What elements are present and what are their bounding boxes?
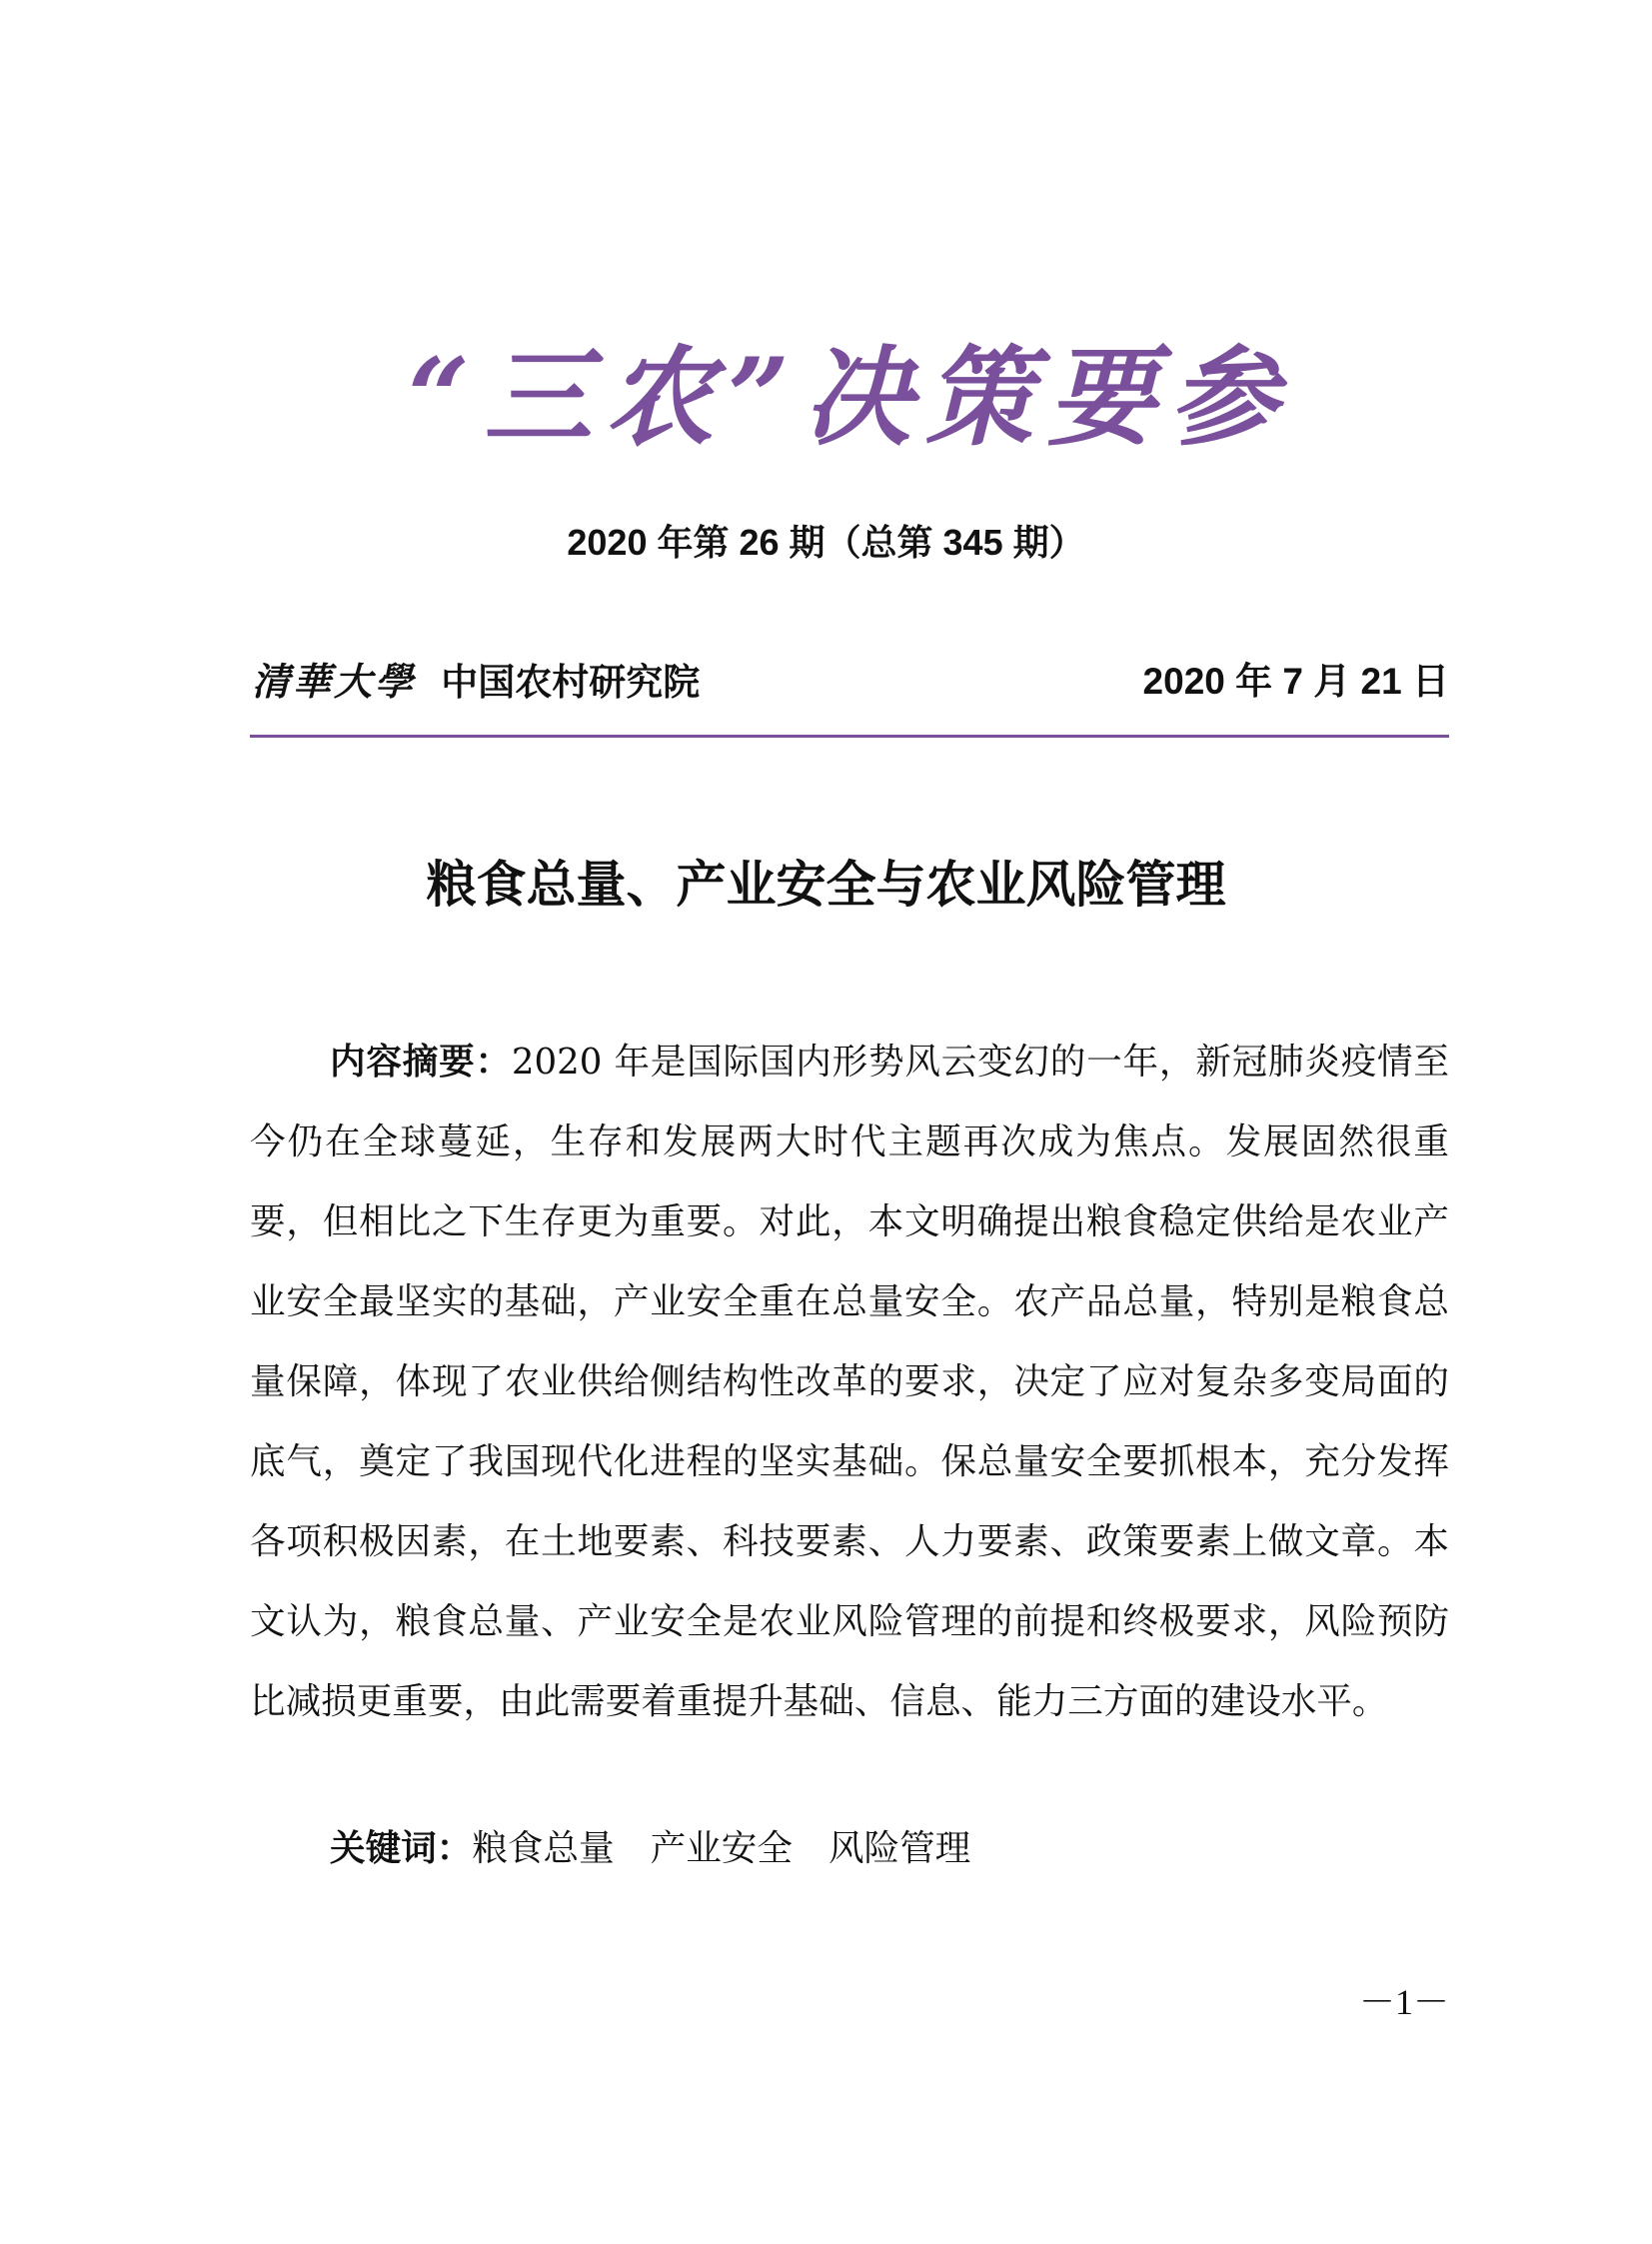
university-logo: 清華大學	[252, 659, 417, 704]
publisher	[252, 655, 700, 711]
masthead-title: “三农”决策要参	[407, 335, 1292, 461]
abstract-paragraph	[250, 1023, 1449, 1742]
keyword: 风险管理	[827, 1828, 971, 1869]
publication-date: 2020 年 7 月 21 日	[1142, 661, 1449, 702]
header-divider	[250, 735, 1449, 738]
institute-name: 中国农村研究院	[441, 661, 701, 704]
issue-number: 2020 年第 26 期（总第 345 期）	[567, 522, 1085, 563]
keyword: 粮食总量	[472, 1828, 615, 1869]
keyword: 产业安全	[650, 1828, 793, 1869]
keywords	[330, 1814, 1006, 1884]
page-number: －1－	[1358, 1982, 1449, 2022]
abstract-text: 2020 年是国际国内形势风云变幻的一年，新冠肺炎疫情至今仍在全球蔓延，生存和发展两大时代主题再次成为焦点。发展固然很重要，但相比之下生存更为重要。对此，本文明确提出粮食稳定供给是农业产业安全最坚实的基础，产业安全重在总量安全。农产品总量，特别是粮食总量保障，体现了农业供给侧结构性改革的要求，决定了应对复杂多变局面的底气，奠定了我国现代化进程的坚实基础。保总量安全要抓根本，充分发挥各项积极因素，在土地要素、科技要素、人力要素、政策要素上做文章。本文认为，粮食总量、产业安全是农业风险管理的前提和终极要求，风险预防比减损更重要，由此需要着重提升基础、信息、能力三方面的建设水平。	[250, 1042, 1449, 1722]
abstract-label: 内容摘要：	[330, 1042, 512, 1083]
article-title: 粮食总量、产业安全与农业风险管理	[426, 855, 1226, 914]
keywords-label: 关键词：	[330, 1828, 473, 1869]
